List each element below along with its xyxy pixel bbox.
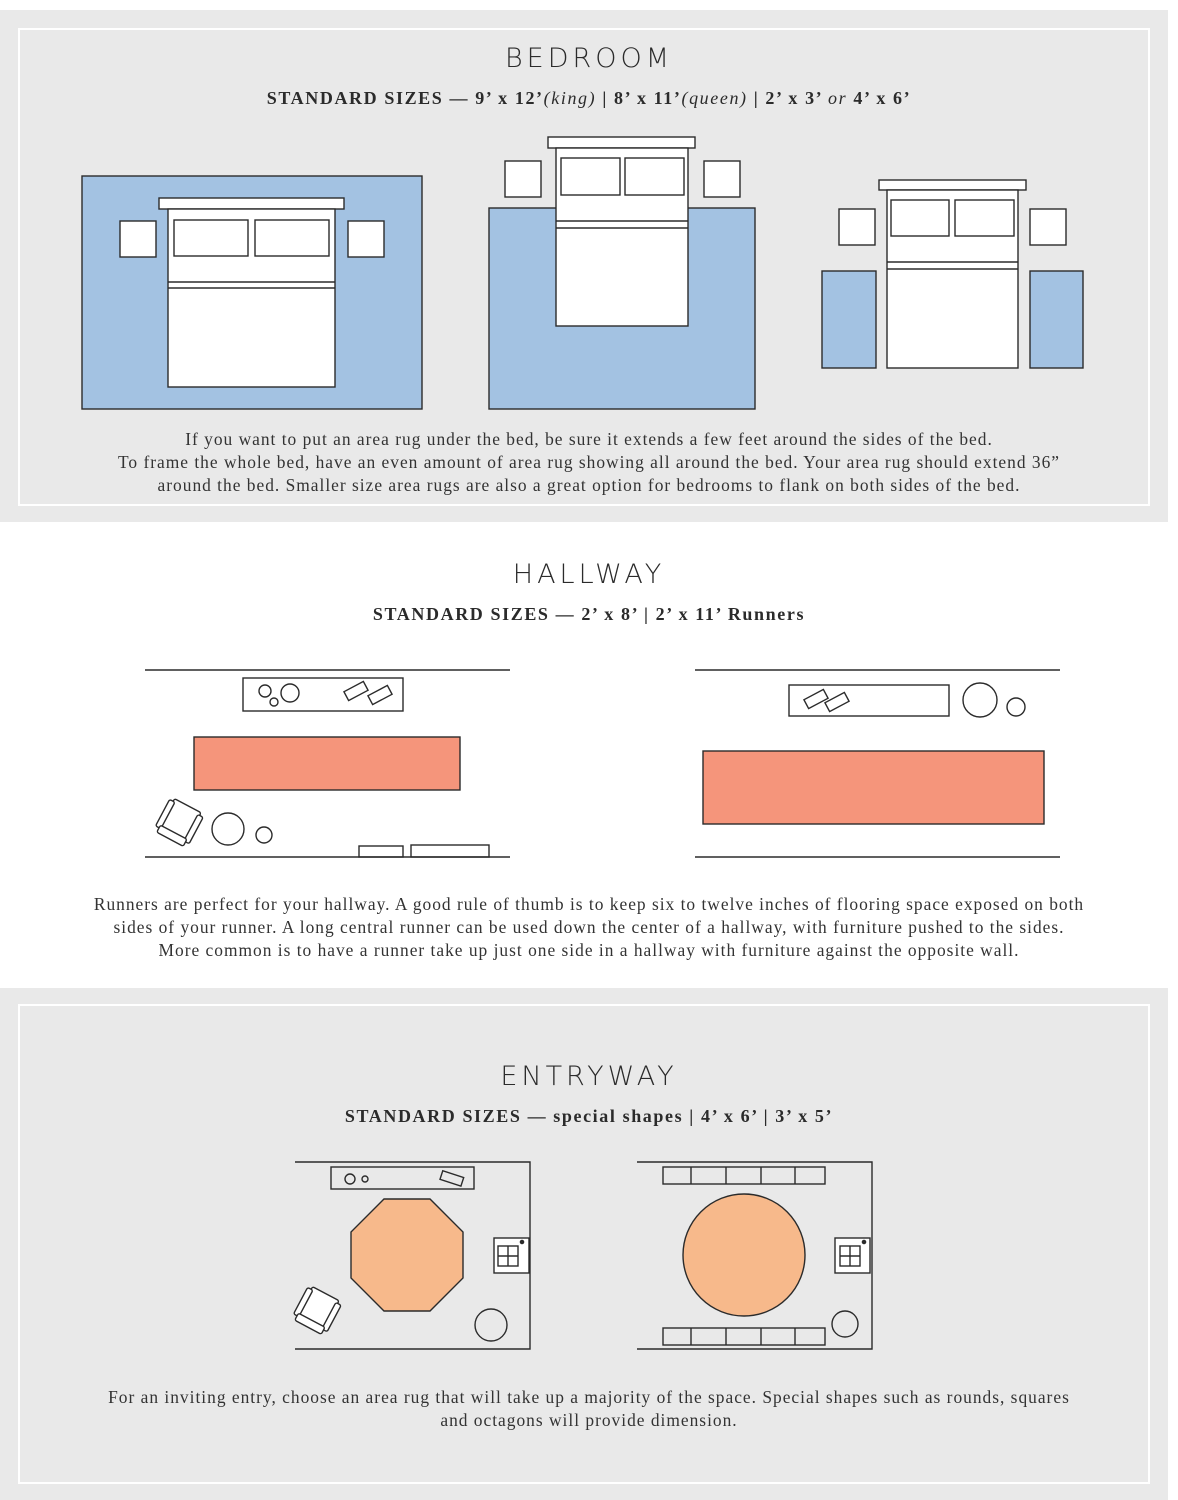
headboard-cap bbox=[159, 198, 344, 209]
hallway-standard-sizes: STANDARD SIZES — 2’ x 8’ | 2’ x 11’ Runners bbox=[372, 604, 806, 624]
console-table bbox=[243, 678, 403, 711]
round-rug-diagram bbox=[637, 1162, 872, 1349]
nightstand-left bbox=[505, 161, 541, 197]
console-table bbox=[331, 1167, 474, 1189]
hallway-diagrams bbox=[0, 650, 1178, 870]
side-table bbox=[475, 1309, 507, 1341]
hallway-description: Runners are perfect for your hallway. A good rule of thumb is to keep six to twelve inches of flooring space exposed on both sides of your runner. A long central runner can be used down the center of a hallway, with furniture pushed to the sides. More common is to have a runner take up just one side in a hallway with furniture against the opposite wall. bbox=[93, 894, 1085, 960]
pillow bbox=[891, 200, 949, 236]
headboard-cap bbox=[548, 137, 695, 148]
hallway-title: HALLWAY bbox=[512, 559, 666, 590]
entryway-title: ENTRYWAY bbox=[500, 1061, 678, 1092]
nightstand-right bbox=[348, 221, 384, 257]
bench bbox=[663, 1167, 825, 1184]
side-rug-left bbox=[822, 271, 876, 368]
queen-bed-diagram bbox=[489, 137, 755, 409]
bedroom-diagrams bbox=[0, 130, 1178, 430]
central-runner-rug bbox=[194, 737, 460, 790]
armchair bbox=[153, 797, 204, 848]
side-table bbox=[832, 1311, 858, 1337]
flanking-rugs-diagram bbox=[822, 180, 1083, 368]
pillow bbox=[255, 220, 329, 256]
round-area-rug bbox=[683, 1194, 805, 1316]
octagon-area-rug bbox=[351, 1199, 463, 1311]
side-runner-diagram bbox=[695, 670, 1060, 857]
nightstand-right bbox=[1030, 209, 1066, 245]
entryway-standard-sizes: STANDARD SIZES — special shapes | 4’ x 6’ | 3’ x 5’ bbox=[344, 1106, 834, 1126]
pillow bbox=[174, 220, 248, 256]
headboard-cap bbox=[879, 180, 1026, 190]
king-bed-diagram bbox=[82, 176, 422, 409]
console-table bbox=[789, 685, 949, 716]
bedroom-standard-sizes: STANDARD SIZES — 9’ x 12’(king) | 8’ x 11’(queen) | 2’ x 3’ or 4’ x 6’ bbox=[266, 88, 912, 108]
bedroom-description: If you want to put an area rug under the bed, be sure it extends a few feet around the sides of the bed. To frame the whole bed, have an even amount of area rug showing all around the bed. Your area rug should extend 36” around the bed. Smaller size area rugs are also a great option for bedrooms to flank on both sides of the bed. bbox=[118, 429, 1060, 495]
bedroom-title: BEDROOM bbox=[504, 43, 674, 74]
nightstand-left bbox=[839, 209, 875, 245]
pillow bbox=[625, 158, 684, 195]
central-runner-diagram bbox=[145, 670, 510, 857]
entryway-diagrams bbox=[0, 1155, 1178, 1355]
pillow bbox=[561, 158, 620, 195]
side-rug-right bbox=[1030, 271, 1083, 368]
bench bbox=[411, 845, 489, 857]
bench bbox=[663, 1328, 825, 1345]
nightstand-right bbox=[704, 161, 740, 197]
side-runner-rug bbox=[703, 751, 1044, 824]
entryway-description: For an inviting entry, choose an area rug that will take up a majority of the space. Special shapes such as rounds, squares and octagons will provide dimension. bbox=[108, 1387, 1070, 1430]
bench bbox=[359, 846, 403, 857]
side-table bbox=[212, 813, 244, 845]
nightstand-left bbox=[120, 221, 156, 257]
octagon-rug-diagram bbox=[291, 1162, 530, 1349]
pillow bbox=[955, 200, 1014, 236]
armchair bbox=[291, 1285, 342, 1336]
